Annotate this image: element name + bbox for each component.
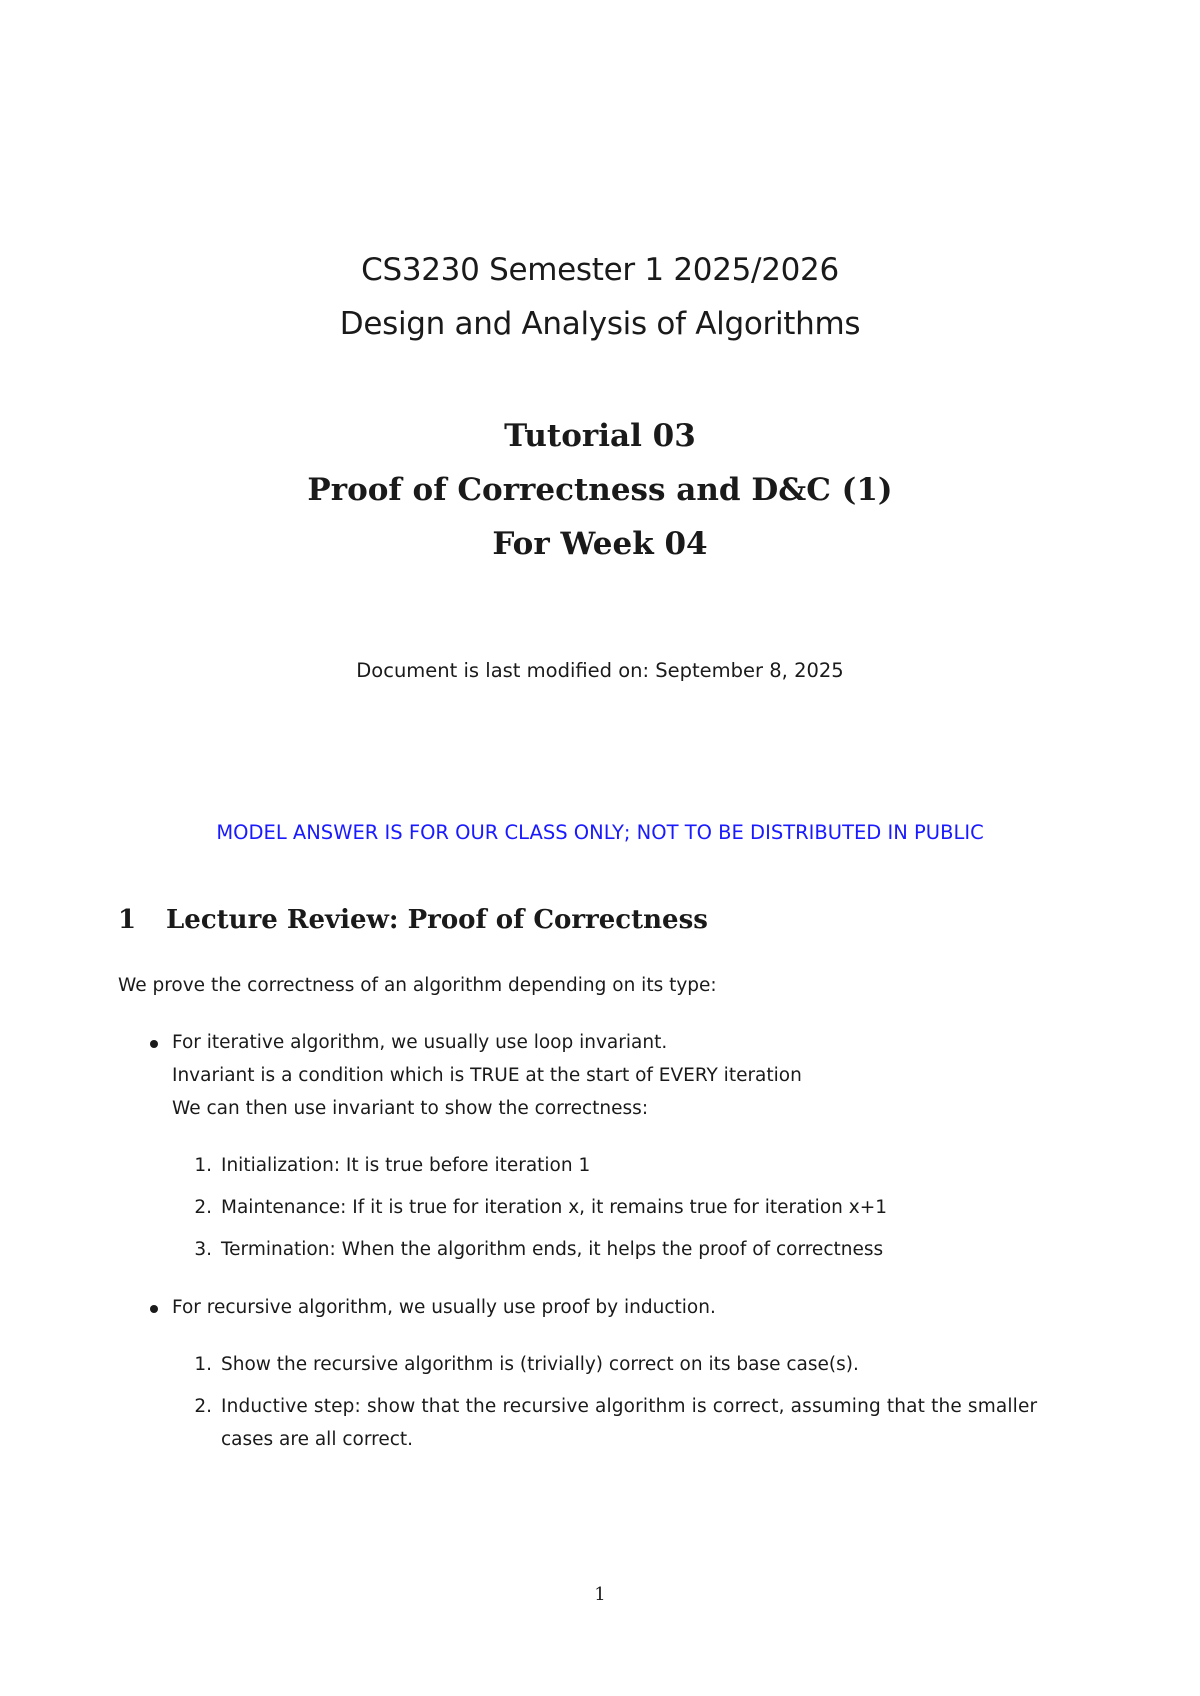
- bullet-iterative-line-2: Invariant is a condition which is TRUE at the start of EVERY iteration: [172, 1065, 802, 1086]
- enum-item-inductive-step: Inductive step: show that the recursive algorithm is correct, assuming that the smaller: [221, 1396, 1038, 1417]
- section-title: Lecture Review: Proof of Correctness: [166, 905, 708, 935]
- enum-item-termination: Termination: When the algorithm ends, it helps the proof of correctness: [221, 1239, 884, 1260]
- enum-item-inductive-step-cont: cases are all correct.: [221, 1429, 414, 1450]
- distribution-warning: MODEL ANSWER IS FOR OUR CLASS ONLY; NOT TO BE DISTRIBUTED IN PUBLIC: [216, 821, 984, 844]
- tutorial-topic: Proof of Correctness and D&C (1): [307, 472, 893, 508]
- course-name-line: Design and Analysis of Algorithms: [339, 306, 861, 342]
- bullet-iterative-line-1: For iterative algorithm, we usually use loop invariant.: [172, 1032, 668, 1053]
- page-number: 1: [594, 1584, 606, 1605]
- enum-item-initialization: Initialization: It is true before iteration 1: [221, 1155, 591, 1176]
- enum-item-base-case: Show the recursive algorithm is (trivially) correct on its base case(s).: [221, 1354, 859, 1375]
- bullet-dot: [150, 1305, 158, 1313]
- bullet-iterative-line-3: We can then use invariant to show the correctness:: [172, 1098, 649, 1119]
- section-number: 1: [118, 905, 137, 935]
- enum-item-maintenance: Maintenance: If it is true for iteration x, it remains true for iteration x+1: [221, 1197, 887, 1218]
- tutorial-week: For Week 04: [492, 526, 708, 562]
- bullet-recursive-line-1: For recursive algorithm, we usually use proof by induction.: [172, 1297, 716, 1318]
- enum-number: 2.: [194, 1396, 212, 1417]
- section-intro: We prove the correctness of an algorithm depending on its type:: [118, 975, 717, 996]
- course-code-line: CS3230 Semester 1 2025/2026: [361, 252, 839, 288]
- section-heading: [118, 905, 708, 935]
- enum-number: 3.: [194, 1239, 212, 1260]
- tutorial-number: Tutorial 03: [504, 418, 696, 454]
- enum-number: 2.: [194, 1197, 212, 1218]
- last-modified-date: Document is last modified on: September 8, 2025: [356, 659, 844, 682]
- bullet-dot: [150, 1040, 158, 1048]
- enum-number: 1.: [194, 1354, 212, 1375]
- enum-number: 1.: [194, 1155, 212, 1176]
